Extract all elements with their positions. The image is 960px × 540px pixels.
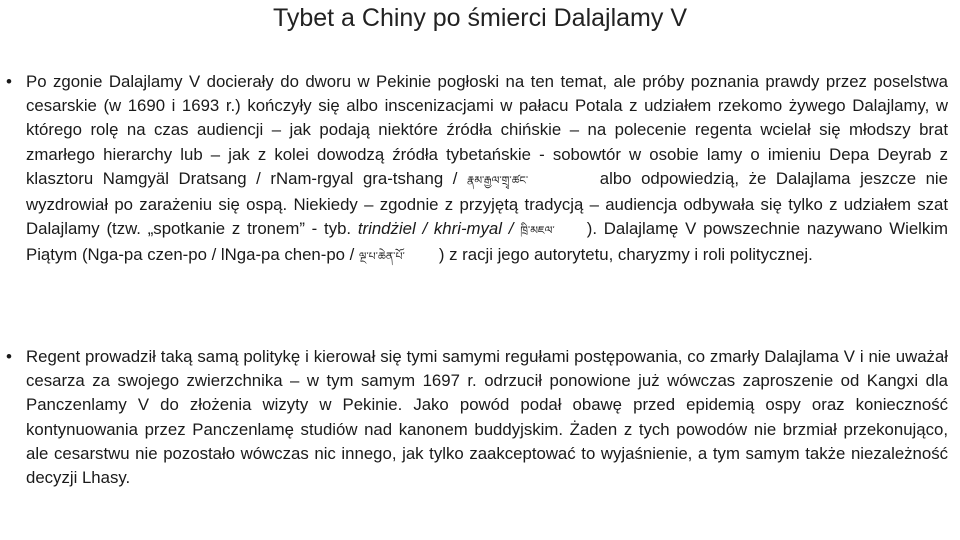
paragraph-text: albo odpowiedzią, że Dalajlama jeszcze nie wyzdrowiał po zarażeniu się ospą. Niekiedy – zgodnie z przyjętą tradycją – audiencja odbywała się tylko z udziałem szat Dalajlamy (tzw. „spotkanie z tronem” - tyb. [26, 168, 948, 239]
tibetan-script: ཁྲི་མཇལ་ [520, 224, 555, 238]
bullet-paragraph: Regent prowadził taką samą politykę i kierował się tymi samymi regułami postępowania, co zmarły Dalajlama V i nie uważał cesarza za swojego zwierzchnika – w tym samym 1697 r. odrzucił ponowione już wówczas zaproszenie od Kangxi dla Panczenlamy V do złożenia wizyty w Pekinie. Jako powód podał obawę przed epidemią ospy oraz konieczność kontynuowania przez Panczenlamę studiów nad kanonem buddyjskim. Żaden z tych powodów nie brzmiał przekonująco, ale cesarstwu nie pozostało wówczas nic innego, jak tylko zaakceptować to wyjaśnienie, a tym samym także niezależność decyzji Lhasy. [26, 347, 948, 488]
tibetan-term-italic: trindżiel / khri-myal / [357, 219, 514, 239]
bullet-marker: • [6, 347, 12, 366]
tibetan-script: ལྔ་པ་ཆེན་པོ་ [359, 250, 405, 264]
bullet-paragraph [26, 70, 948, 270]
paragraph-text: Po zgonie Dalajlamy V docierały do dworu w Pekinie pogłoski na ten temat, ale próby poznania prawdy przez poselstwa cesarskie (w 1690 i 1693 r.) kończyły się albo inscenizacjami w pałacu Potala z udziałem rzekomo żywego Dalajlamy, w którego rolę na czas audiencji – jak podają niektóre źródła chińskie – na polecenie regenta wcielał się młodszy brat zmarłego hierarchy lub – jak z kolei dowodzą źródła tybetańskie - sobowtór w osobie lamy o imieniu Depa Deyrab z klasztoru Namgyäl Dratsang / rNam-rgyal gra-tshang / [26, 72, 948, 188]
paragraph-text: ) z racji jego autorytetu, charyzmy i roli politycznej. [438, 245, 813, 265]
slide-title: Tybet a Chiny po śmierci Dalajlamy V [272, 4, 688, 32]
paragraph-text: ). Dalajlamę V powszechnie nazywano Wielkim Piątym (Nga-pa czen-po / lNga-pa chen-po / [26, 219, 948, 265]
tibetan-script: རྣམ་རྒྱལ་གྲྭ་ཚང་ [467, 173, 529, 187]
bullet-marker: • [6, 72, 12, 91]
